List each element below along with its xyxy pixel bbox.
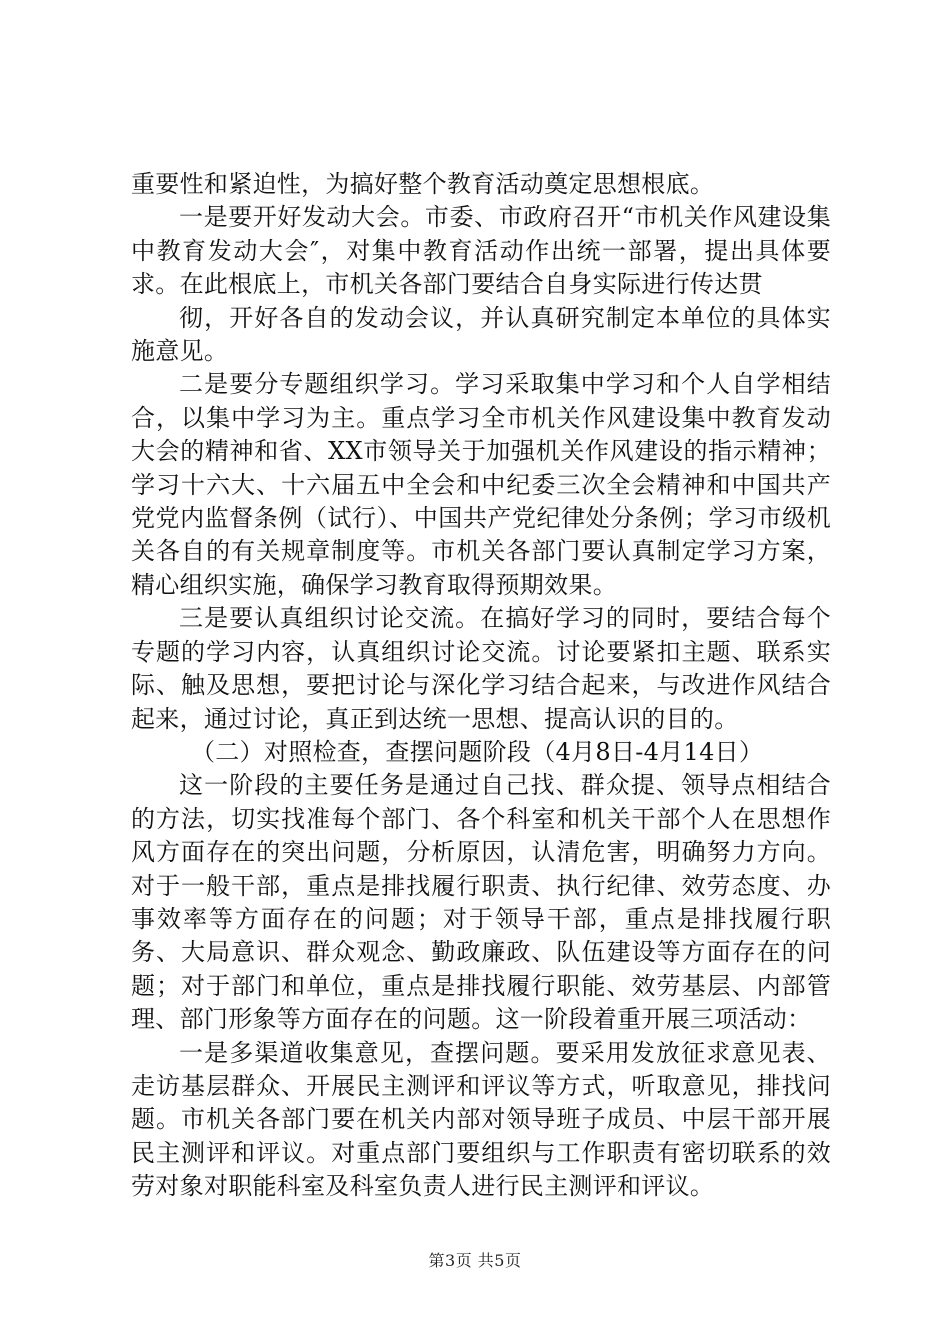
paragraph-discussion-exchange: 三是要认真组织讨论交流。在搞好学习的同时，要结合每个专题的学习内容，认真组织讨论交流。讨论要紧扣主题、联系实际、触及思想，要把讨论与深化学习结合起来，与改进作风结合起来，通过讨论，真正到达统一思想、提高认识的目的。 — [131, 604, 831, 733]
document-body — [131, 168, 831, 1204]
paragraph-collect-opinions: 一是多渠道收集意见，查摆问题。要采用发放征求意见表、走访基层群众、开展民主测评和评议等方式，听取意见，排找问题。市机关各部门要在机关内部对领导班子成员、中层干部开展民主测评和评议。对重点部门要组织与工作职责有密切联系的效劳对象对职能科室及科室负责人进行民主测评和评议。 — [131, 1038, 831, 1201]
section-heading-stage-two: （二）对照检查，查摆问题阶段（4月8日-4月14日） — [191, 737, 764, 766]
paragraph-continuation: 重要性和紧迫性，为搞好整个教育活动奠定思想根底。 — [131, 170, 715, 198]
paragraph-implementation-opinion: 彻，开好各自的发动会议，并认真研究制定本单位的具体实施意见。 — [131, 303, 831, 366]
paragraph-mobilization-meeting: 一是要开好发动大会。市委、市政府召开“市机关作风建设集中教育发动大会″，对集中教育活动作出统一部署，提出具体要求。在此根底上，市机关各部门要结合自身实际进行传达贯 — [131, 203, 831, 299]
paragraph-stage-two-tasks: 这一阶段的主要任务是通过自己找、群众提、领导点相结合的方法，切实找准每个部门、各个科室和机关干部个人在思想作风方面存在的突出问题，分析原因，认清危害，明确努力方向。对于一般干部，重点是排找履行职责、执行纪律、效劳态度、办事效率等方面存在的问题；对于领导干部，重点是排找履行职务、大局意识、群众观念、勤政廉政、队伍建设等方面存在的问题；对于部门和单位，重点是排找履行职能、效劳基层、内部管理、部门形象等方面存在的问题。这一阶段着重开展三项活动： — [131, 771, 831, 1034]
paragraph-thematic-study: 二是要分专题组织学习。学习采取集中学习和个人自学相结合，以集中学习为主。重点学习全市机关作风建设集中教育发动大会的精神和省、XX市领导关于加强机关作风建设的指示精神；学习十六大、十六届五中全会和中纪委三次全会精神和中国共产党党内监督条例（试行）、中国共产党纪律处分条例；学习市级机关各自的有关规章制度等。市机关各部门要认真制定学习方案，精心组织实施，确保学习教育取得预期效果。 — [131, 370, 831, 599]
page-number-footer: 第3页 共5页 — [428, 1251, 522, 1270]
